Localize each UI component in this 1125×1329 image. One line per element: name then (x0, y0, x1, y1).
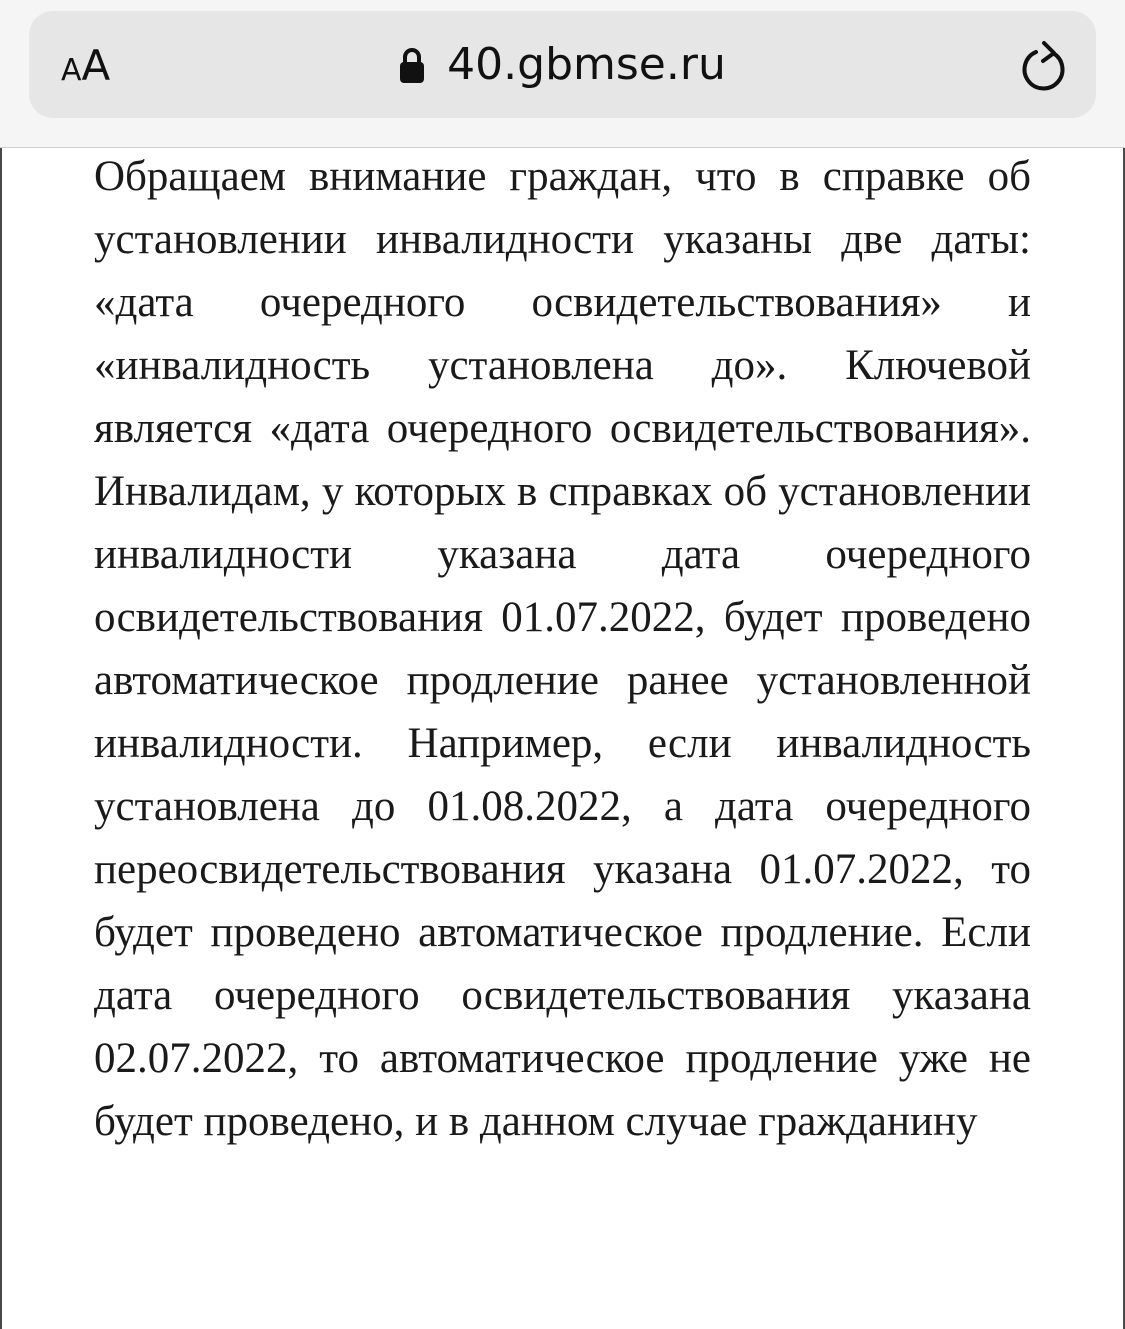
text-size-large-a: A (81, 41, 111, 90)
url-container (29, 11, 1096, 118)
lock-icon (399, 46, 425, 84)
text-size-small-a: A (61, 53, 82, 88)
reload-icon[interactable] (1020, 39, 1070, 93)
browser-toolbar (0, 0, 1125, 148)
url-field[interactable] (399, 39, 726, 90)
text-size-button[interactable] (61, 11, 110, 118)
web-content[interactable] (0, 148, 1125, 1329)
article-paragraph: Обращаем внимание граждан, что в справке об установлении инвалидности указаны две даты: «дата очередного освидетельствования» и «инвалидность установлена до». Ключевой является «дата очередного освидетельствования». Инвалидам, у которых в справках об установлении инвалидности указана дата очередного освидетельствования 01.07.2022, будет проведено автоматическое продление ранее установленной инвалидности. Например, если инвалидность установлена до 01.08.2022, а дата очередного переосвидетельствования указана 01.07.2022, то будет проведено автоматическое продление. Если дата очередного освидетельствования указана 02.07.2022, то автоматическое продление уже не будет проведено, и в данном случае гражданину (94, 153, 1031, 1145)
url-text: 40.gbmse.ru (447, 39, 726, 90)
content-left-border (0, 148, 2, 1329)
address-bar[interactable] (29, 11, 1096, 118)
